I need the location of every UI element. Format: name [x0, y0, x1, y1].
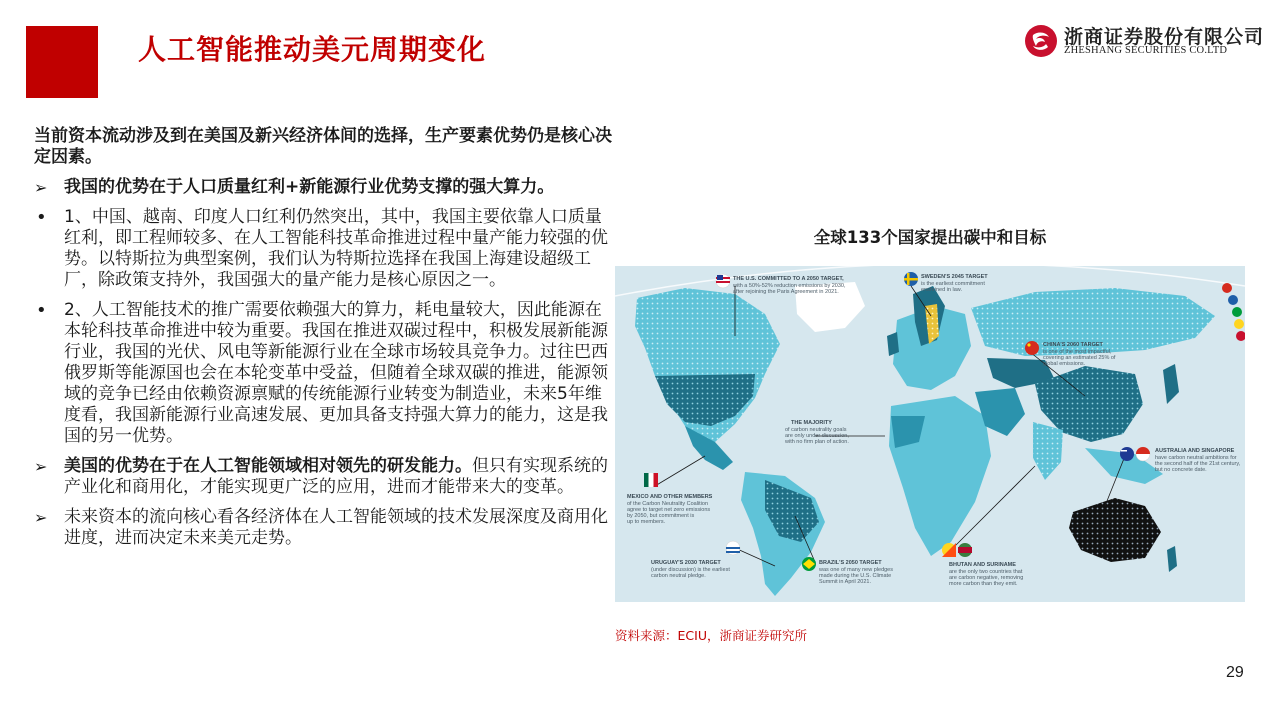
flag-suriname-icon	[958, 543, 972, 557]
header-red-block	[26, 26, 98, 98]
logo-chinese-name: 浙商证券股份有限公司	[1064, 26, 1265, 48]
svg-text:with a 50%-52% reduction emiss: with a 50%-52% reduction emissions by 2030,	[733, 283, 846, 289]
dot-bullet-icon: •	[36, 300, 47, 321]
svg-text:is the earliest commitment: is the earliest commitment	[921, 281, 985, 287]
flag-us-icon	[716, 274, 730, 288]
dot-bullet-icon: •	[36, 207, 47, 228]
svg-text:THE U.S. COMMITTED TO A 2050 T: THE U.S. COMMITTED TO A 2050 TARGET,	[733, 276, 844, 282]
svg-text:BHUTAN AND SURINAME: BHUTAN AND SURINAME	[949, 562, 1016, 568]
svg-text:are the only two countries tha: are the only two countries that	[949, 569, 1023, 575]
svg-text:CHINA'S 2060 TARGET: CHINA'S 2060 TARGET	[1043, 342, 1103, 348]
page-number: 29	[1226, 664, 1244, 681]
svg-text:by 2050, but commitment is: by 2050, but commitment is	[627, 513, 695, 519]
label-us	[732, 276, 846, 295]
svg-text:up to members.: up to members.	[627, 519, 666, 525]
svg-text:with no firm plan of action.: with no firm plan of action.	[785, 439, 849, 445]
svg-text:are only under discussion,: are only under discussion,	[785, 433, 849, 439]
point-us-rest-text: 但只有实现系统的产业化和商用化，才能实现更广泛的应用，进而才能带来大的变革。	[64, 456, 608, 497]
sub-point-population	[34, 207, 612, 291]
svg-text:enshrined in law.: enshrined in law.	[921, 287, 962, 293]
sub-point-energy	[34, 300, 612, 447]
svg-text:AUSTRALIA AND SINGAPORE: AUSTRALIA AND SINGAPORE	[1155, 448, 1235, 454]
map-title: 全球133个国家提出碳中和目标	[813, 228, 1047, 247]
svg-text:the second half of the 21st ce: the second half of the 21st century,	[1155, 461, 1241, 467]
sub-point-population-text: 1、中国、越南、印度人口红利仍然突出，其中，我国主要依靠人口质量红利，即工程师较多、在人工智能科技革命推进过程中量产能力较强的优势。以特斯拉为典型案例，我们认为特斯拉选择在我国上海建设超级工厂，除政策支持外，我国强大的量产能力是核心原因之一。	[64, 207, 608, 290]
logo-english-name: ZHESHANG SECURITIES CO.LTD	[1064, 45, 1228, 56]
world-carbon-neutral-map	[615, 266, 1245, 602]
svg-text:THE MAJORITY: THE MAJORITY	[791, 420, 832, 426]
point-china-text: 我国的优势在于人口质量红利+新能源行业优势支撑的强大算力。	[64, 177, 555, 197]
point-china-advantage	[34, 177, 612, 198]
svg-text:(under discussion) is the earl: (under discussion) is the earliest	[651, 567, 730, 573]
svg-text:of the Carbon Neutrality Coali: of the Carbon Neutrality Coalition	[627, 501, 709, 507]
main-text	[34, 126, 612, 558]
svg-text:made during the U.S. Climate: made during the U.S. Climate	[819, 573, 892, 579]
arrow-bullet-icon: ➢	[34, 508, 48, 527]
svg-text:more carbon than they emit.: more carbon than they emit.	[949, 581, 1018, 587]
svg-text:of carbon neutrality goals: of carbon neutrality goals	[785, 427, 847, 433]
flag-bhutan-icon	[942, 543, 956, 557]
flag-mexico-icon	[644, 473, 658, 487]
point-capital-flow	[34, 507, 612, 549]
svg-text:URUGUAY'S 2030 TARGET: URUGUAY'S 2030 TARGET	[651, 560, 721, 566]
svg-text:have carbon neutral ambitions: have carbon neutral ambitions for	[1155, 455, 1237, 461]
svg-text:Summit in April 2021.: Summit in April 2021.	[819, 579, 871, 585]
svg-text:was one of many new pledges: was one of many new pledges	[819, 567, 893, 573]
flag-sweden-icon	[904, 272, 918, 286]
svg-text:agree to target net zero emiss: agree to target net zero emissions	[627, 507, 711, 513]
page-title: 人工智能推动美元周期变化	[138, 33, 487, 66]
point-us-advantage	[34, 456, 612, 498]
svg-text:BRAZIL'S 2050 TARGET: BRAZIL'S 2050 TARGET	[819, 560, 882, 566]
flag-australia-icon	[1120, 447, 1134, 461]
svg-text:is one of the most impactful,: is one of the most impactful,	[1043, 349, 1112, 355]
zheshang-logo-icon	[1024, 24, 1058, 58]
svg-text:SWEDEN'S 2045 TARGET: SWEDEN'S 2045 TARGET	[921, 274, 988, 280]
company-logo	[1024, 22, 1265, 62]
uk-land	[887, 332, 899, 356]
svg-text:after rejoining the Paris Agre: after rejoining the Paris Agreement in 2021.	[733, 289, 839, 295]
flag-singapore-icon	[1136, 447, 1150, 461]
svg-text:MEXICO AND OTHER MEMBERS: MEXICO AND OTHER MEMBERS	[627, 494, 713, 500]
svg-text:are carbon negative, removing: are carbon negative, removing	[949, 575, 1024, 581]
svg-text:but no concrete date.: but no concrete date.	[1155, 467, 1207, 473]
source-note: 资料来源：ECIU，浙商证券研究所	[615, 628, 807, 643]
point-capital-flow-text: 未来资本的流向核心看各经济体在人工智能领域的技术发展深度及商用化进度，进而决定未来美元走势。	[64, 507, 608, 548]
flag-china-icon	[1025, 341, 1039, 355]
sub-point-energy-text: 2、人工智能技术的推广需要依赖强大的算力，耗电量较大，因此能源在本轮科技革命推进中较为重要。我国在推进双碳过程中，积极发展新能源行业，我国的光伏、风电等新能源行业在全球市场较具竞争力。过往巴西俄罗斯等能源国也会在本轮变革中受益，但随着全球双碳的推进，能源领域的竞争已经由依赖资源禀赋的传统能源行业转变为制造业，未来5年维度看，我国新能源行业高速发展、更加具备支持强大算力的能力，这是我国的另一优势。	[64, 300, 608, 446]
point-us-bold-text: 美国的优势在于在人工智能领域相对领先的研发能力。	[64, 456, 472, 476]
flag-brazil-icon	[802, 557, 816, 571]
arrow-bullet-icon: ➢	[34, 457, 48, 476]
flag-uruguay-icon	[726, 541, 740, 555]
svg-text:global emissions.: global emissions.	[1043, 361, 1086, 367]
svg-text:covering an estimated 25% of: covering an estimated 25% of	[1043, 355, 1116, 361]
intro-paragraph: 当前资本流动涉及到在美国及新兴经济体间的选择，生产要素优势仍是核心决定因素。	[34, 126, 612, 167]
svg-text:carbon neutral pledge.: carbon neutral pledge.	[651, 573, 706, 579]
label-bhutan-suriname	[949, 562, 1023, 587]
arrow-bullet-icon: ➢	[34, 178, 48, 197]
